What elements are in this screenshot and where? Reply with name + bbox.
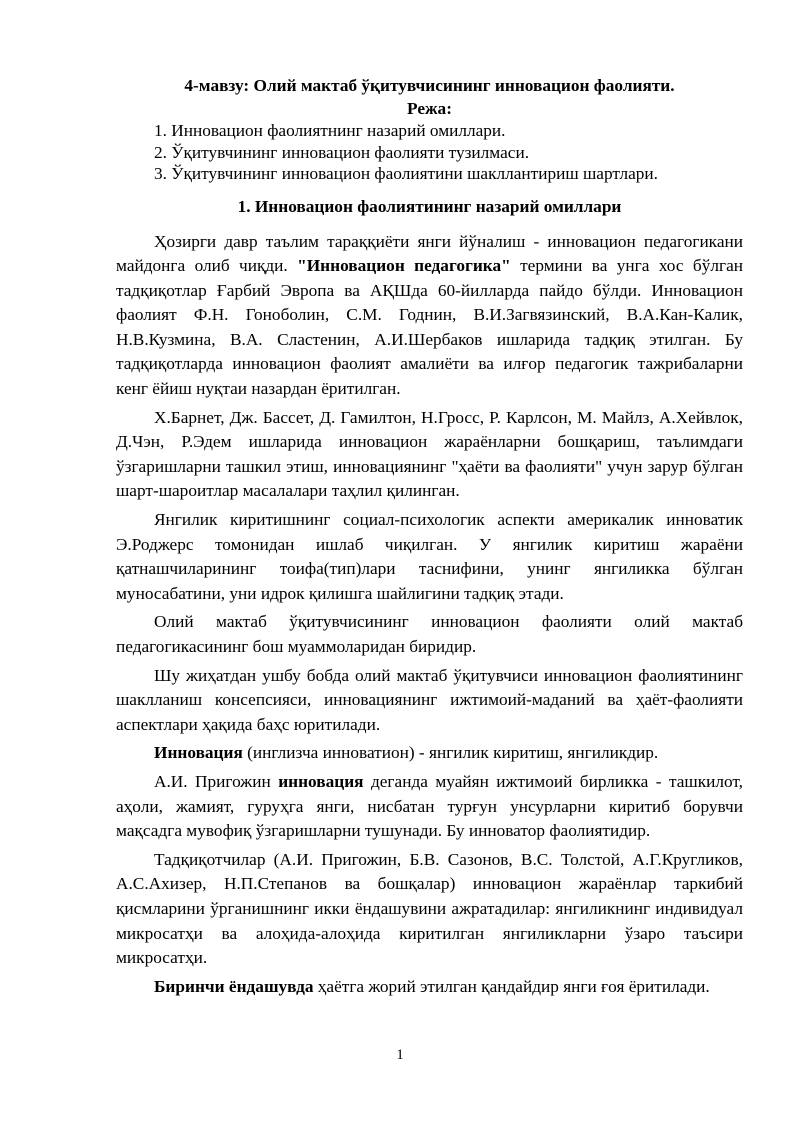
- paragraph-text: Ҳозирги давр таълим тараққиёти янги йўналиш - инновацион педагогикани майдонга олиб чиқди.: [116, 231, 743, 276]
- paragraph-2: Х.Барнет, Дж. Бассет, Д. Гамилтон, Н.Гросс, Р. Карлсон, М. Майлз, А.Хейвлок, Д.Чэн, Р.Эдем ишларида инновацион жараёнларни бошқариш, таълимдаги ўзгаришларни ташкил этиш, инновациянинг "ҳаёти ва фаолияти" учун зарур бўлган шарт-шароитлар масалалари таҳлил қилинган.: [116, 407, 743, 501]
- bold-term: Биринчи ёндашувда: [154, 976, 314, 996]
- paragraph-5: Шу жиҳатдан ушбу бобда олий мактаб ўқитувчиси инновацион фаолиятининг шаклланиш консепсияси, инновациянинг ижтимоий-маданий ва ҳаёт-фаолияти аспектлари ҳақида баҳс юритилади.: [116, 665, 743, 734]
- section-heading: 1. Инновацион фаолиятининг назарий омиллари: [237, 196, 622, 216]
- paragraph-3: Янгилик киритишнинг социал-психологик аспекти америкалик инноватик Э.Роджерс томонидан ишлаб чиқилган. У янгилик киритиш жараёни қатнашчиларининг тоифа(тип)лари таснифини, унинг янгиликка бўлган муносабатини, уни идрок қилишга шайлигини тадқиқ этади.: [116, 510, 743, 603]
- paragraph-6: [116, 741, 743, 766]
- paragraph-text: деганда муайян ижтимоий бирликка - ташкилот, аҳоли, жамият, гуруҳга янги, нисбатан турғун унсурларни киритиб борувчи мақсадга мувофиқ ўзгаришларни тушунади. Бу инноватор фаолиятидир.: [116, 771, 743, 841]
- plan-item: 3. Ўқитувчининг инновацион фаолиятини шакллантириш шартлари.: [154, 164, 658, 183]
- paragraph-text: А.И. Пригожин: [154, 771, 279, 791]
- bold-term: инновация: [278, 771, 364, 791]
- paragraph-4: Олий мактаб ўқитувчисининг инновацион фаолияти олий мактаб педагогикасининг бош муаммоларидан биридир.: [116, 612, 743, 656]
- paragraph-text: ҳаётга жорий этилган қандайдир янги ғоя ёритилади.: [313, 976, 710, 996]
- plan-heading: Режа:: [407, 99, 452, 118]
- bold-term: "Инновацион педагогика": [297, 256, 511, 276]
- paragraph-text: термини ва унга хос бўлган тадқиқотлар Ғарбий Эвропа ва АҚШда 60-йилларда пайдо бўлди. Инновацион фаолият Ф.Н. Гоноболин, С.М. Годнин, В.И.Загвязинский, В.А.Кан-Калик, Н.В.Кузмина, В.А. Сластенин, А.И.Шербаков ишларида тадқиқ этилган. Бу тадқиқотларда инновацион фаолият амалиёти ва илғор педагогик тажрибаларни кенг ёйиш нуқтаи назардан ёритилган.: [116, 256, 743, 399]
- plan-list: [116, 120, 743, 185]
- paragraph-7: [116, 770, 743, 844]
- plan-item: 1. Инновацион фаолиятнинг назарий омиллари.: [154, 121, 506, 140]
- page-number: 1: [396, 1047, 404, 1063]
- bold-term: Инновация: [154, 743, 243, 763]
- page-title: 4-мавзу: Олий мактаб ўқитувчисининг инновацион фаолияти.: [184, 76, 675, 95]
- paragraph-8: Тадқиқотчилар (А.И. Пригожин, Б.В. Сазонов, В.С. Толстой, А.Г.Кругликов, А.С.Ахизер, Н.П.Степанов ва бошқалар) инновацион жараёнлар таркибий қисмларини ўрганишнинг икки ёндашувини ажратадилар: янгиликнинг индивидуал микросатҳи ва алоҳида-алоҳида киритилган янгиликларни ўзаро таъсири микросатҳи.: [116, 849, 743, 968]
- paragraph-9: [116, 975, 743, 1000]
- paragraph-1: [116, 230, 743, 402]
- document-page: [116, 74, 743, 1003]
- plan-item: 2. Ўқитувчининг инновацион фаолияти тузилмаси.: [154, 142, 530, 162]
- paragraph-text: (инглизча инноватион) - янгилик киритиш, янгиликдир.: [242, 743, 659, 763]
